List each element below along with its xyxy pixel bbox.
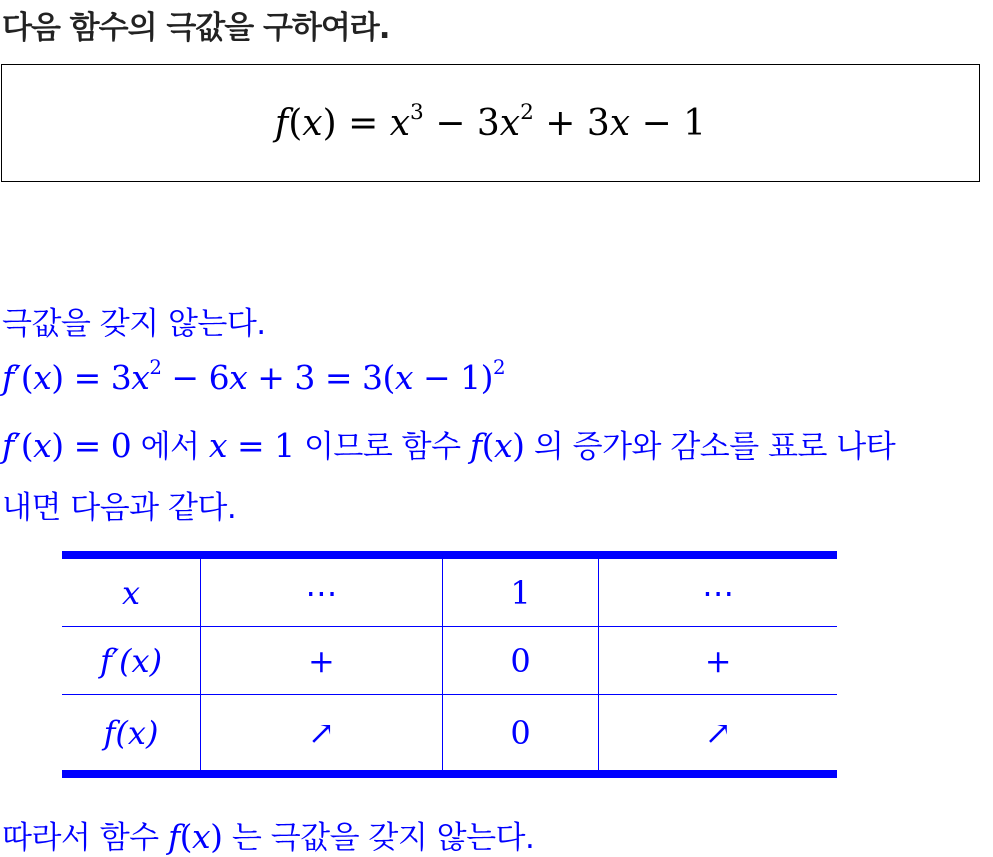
critical-x: x (208, 426, 227, 465)
critical-fx-variable: x (493, 426, 513, 465)
critical-text-b: 이므로 함수 (294, 429, 470, 465)
table-row (62, 555, 837, 627)
critical-text-a: 에서 (131, 429, 209, 465)
critical-eq-zero: ) = 0 (51, 426, 132, 465)
row-label: x (62, 555, 201, 627)
term-minus-1: − 1 (630, 103, 707, 144)
critical-prime-open: ′( (13, 426, 34, 465)
table-cell: 0 (442, 627, 599, 695)
row-label: f′(x) (62, 627, 201, 695)
critical-fx-name: f (469, 426, 482, 465)
solution-derivative (2, 358, 505, 397)
term-minus-3: − 3 (423, 103, 500, 144)
derivative-x-a: x (131, 358, 150, 397)
critical-variable: x (33, 426, 52, 465)
function-box (1, 64, 980, 182)
derivative-prime-open: ′( (13, 358, 34, 397)
term-x3-base: x (389, 103, 411, 144)
solution-table-intro: 내면 다음과 같다. (2, 490, 237, 526)
function-variable: x (302, 103, 323, 144)
term-plus-3: + 3 (533, 103, 610, 144)
conclusion-fx-name: f (167, 817, 180, 856)
term-x2-base: x (499, 103, 521, 144)
table-cell: ↗ (201, 695, 443, 775)
derivative-x-c: x (394, 358, 413, 397)
table-cell: 0 (442, 695, 599, 775)
derivative-x-b: x (229, 358, 248, 397)
solution-conclusion: 따라서 함수 f(x) 는 극값을 갖지 않는다. (2, 817, 535, 856)
function-name: f (274, 103, 289, 144)
table-cell: 1 (442, 555, 599, 627)
derivative-function-name: f (2, 358, 14, 397)
derivative-variable: x (33, 358, 52, 397)
table-row (62, 695, 837, 775)
conclusion-fx-variable: x (192, 817, 211, 856)
conclusion-text-a: 따라서 함수 (2, 820, 168, 856)
critical-eq-one: = 1 (226, 426, 295, 465)
table-cell: ⋯ (599, 555, 837, 627)
variation-table (62, 551, 837, 778)
row-label: f(x) (62, 695, 201, 775)
table-cell: + (599, 627, 837, 695)
derivative-mid4: − 1) (412, 358, 493, 397)
problem-prompt: 다음 함수의 극값을 구하여라. (2, 10, 390, 46)
function-formula: $f(x) = x^3 - 3x^2 + 3x - 1$ (274, 99, 707, 144)
term-x3-exponent: 3 (410, 99, 424, 125)
derivative-exp-a: 2 (149, 356, 162, 380)
term-x1: x (609, 103, 631, 144)
table-cell: ↗ (599, 695, 837, 775)
conclusion-text-b: 는 극값을 갖지 않는다. (222, 820, 535, 856)
derivative-mid: ) = 3 (51, 358, 132, 397)
table-cell: + (201, 627, 443, 695)
derivative-mid3: + 3 = 3( (247, 358, 395, 397)
table-row (62, 627, 837, 695)
critical-text-c: 의 증가와 감소를 표로 나타 (524, 429, 896, 465)
term-x2-exponent: 2 (520, 99, 534, 125)
critical-function-name: f (2, 426, 14, 465)
table-cell: ⋯ (201, 555, 443, 627)
derivative-mid2: − 6 (161, 358, 230, 397)
solution-critical-point: f′(x) = 0 에서 x = 1 이므로 함수 f(x) 의 증가와 감소를 표로 나타 (2, 426, 896, 465)
solution-answer: 극값을 갖지 않는다. (2, 306, 266, 342)
derivative-exp-b: 2 (492, 356, 506, 380)
